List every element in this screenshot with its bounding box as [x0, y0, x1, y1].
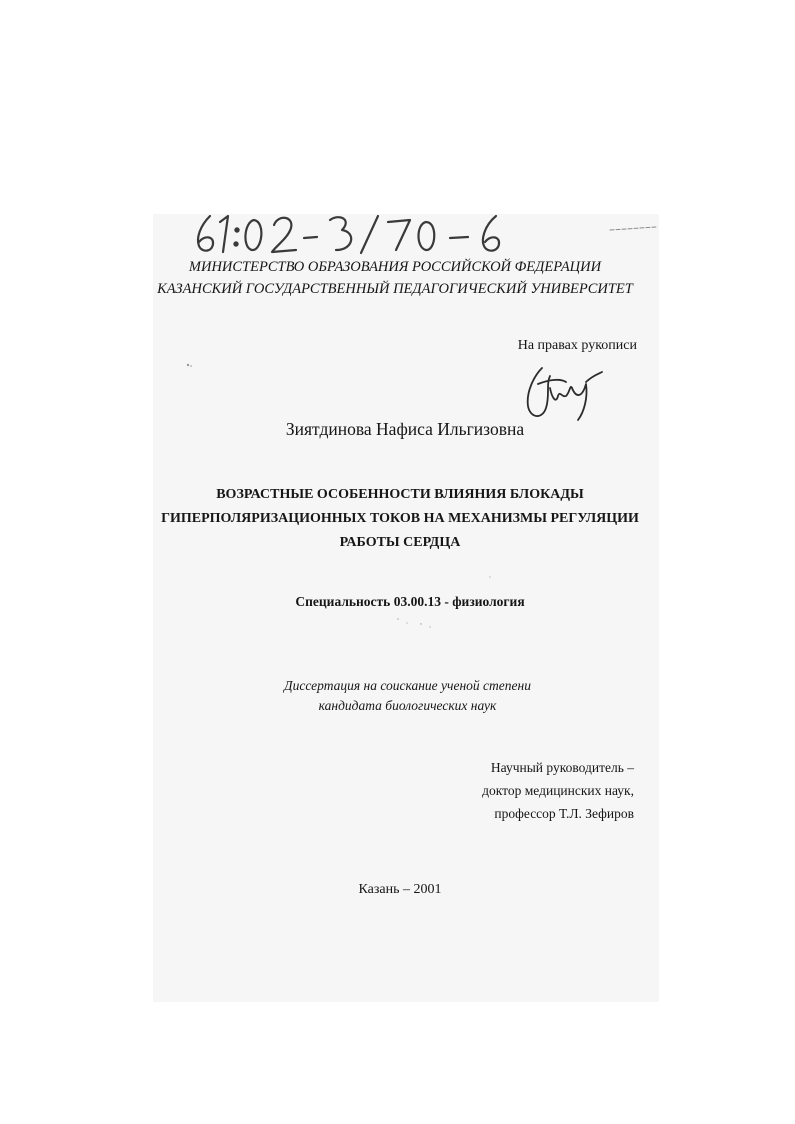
handwritten-call-number — [190, 208, 660, 258]
ministry-header — [140, 256, 650, 300]
city-year: Казань – 2001 — [358, 882, 442, 897]
title-line: РАБОТЫ СЕРДЦА — [339, 535, 461, 550]
specialty-line: Специальность 03.00.13 - физиология — [295, 594, 525, 609]
supervisor-degree: доктор медицинских наук, — [482, 783, 634, 798]
university-line: КАЗАНСКИЙ ГОСУДАРСТВЕННЫЙ ПЕДАГОГИЧЕСКИЙ УНИВЕРСИТЕТ — [157, 281, 633, 297]
title-line: ГИПЕРПОЛЯРИЗАЦИОННЫХ ТОКОВ НА МЕХАНИЗМЫ РЕГУЛЯЦИИ — [161, 511, 639, 526]
thesis-type — [200, 676, 615, 716]
dissertation-title — [150, 483, 650, 555]
ministry-line: МИНИСТЕРСТВО ОБРАЗОВАНИЯ РОССИЙСКОЙ ФЕДЕРАЦИИ — [188, 259, 602, 275]
author-signature — [520, 362, 605, 424]
thesis-type-line: Диссертация на соискание ученой степени — [284, 678, 531, 693]
supervisor-name: профессор Т.Л. Зефиров — [494, 806, 634, 821]
supervisor-block — [400, 756, 634, 825]
author-name: Зиятдинова Нафиса Ильгизовна — [285, 419, 525, 439]
thesis-type-line: кандидата биологических наук — [318, 698, 497, 713]
manuscript-rights-label: На правах рукописи — [517, 338, 637, 353]
supervisor-role: Научный руководитель – — [490, 760, 634, 775]
title-line: ВОЗРАСТНЫЕ ОСОБЕННОСТИ ВЛИЯНИЯ БЛОКАДЫ — [216, 487, 584, 502]
